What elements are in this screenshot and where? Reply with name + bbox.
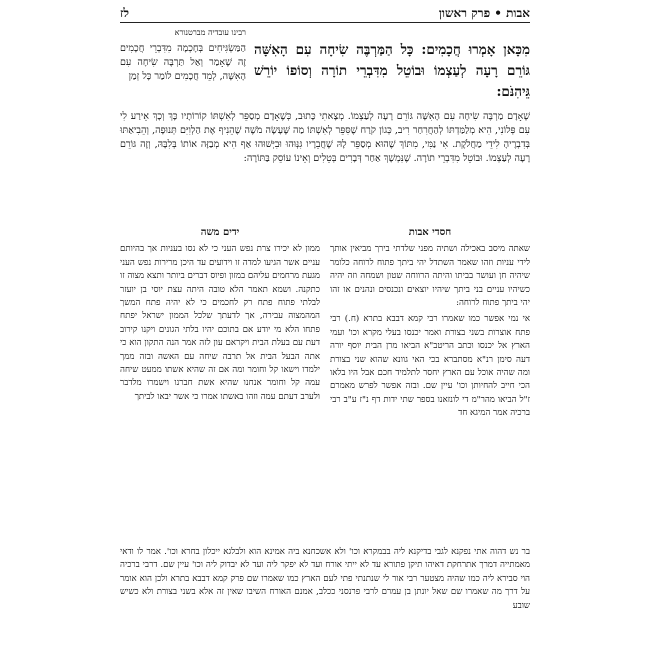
commentary-column-left: [120, 226, 320, 407]
running-title: אבות • פרק ראשון: [438, 6, 530, 20]
commentary-right-title: חסדי אבות: [408, 227, 452, 238]
bartenura-commentary: שֶׁאָדָם מַרְבֶּה שִׂיחָה עִם הָאִשָּׁה גּוֹרֵם רָעָה לְעַצְמוֹ. מְצָאתִי כָּתוּב, כְּשֶׁאָדָם מְסַפֵּר לְאִשְׁתּוֹ קוֹרוֹתָיו כָּךְ וְכָךְ אֵירַע לִי עִם פְּלוֹנִי, הִיא מְלַמַּדְתּוֹ לְהַחֲרִחַר רִיב, כְּגוֹן קֹרַח שֶׁסִּפֵּר לְאִשְׁתּוֹ מַה שֶּׁעָשָׂה מֹשֶׁה שֶׁהֵנִיף אֶת הַלְוִיִּם תְּנוּפָה, וְהֵבִיאַתּוּ בְּדִבְרֶיהָ לִידֵי מַחֲלֹקֶת. אִי נַמִּי, מִתּוֹךְ שֶׁהוּא מְסַפֵּר לָהּ שֶׁחֲבֵרָיו גִּנְּוּהוּ וּבִיְּשׁוּהוּ אַף הִיא מְבַזָּה אוֹתוֹ בְּלִבָּהּ, וְזֶה גּוֹרֵם רָעָה לְעַצְמוֹ. וּבוֹטֵל מִדִּבְרֵי תוֹרָה. שֶׁנִּמְשָׁךְ אַחַר דְּבָרִים בְּטֵלִים וְאֵינוֹ עוֹסֵק בַּתּוֹרָה:: [120, 111, 530, 164]
commentary-paragraph: אי נמי אפשר כמו שאמרו רבי קמא דבבא בתרא (ח.) רבי פתח אוצרות בשני בצורת ואמר יכנסו בעלי מקרא וכו' ועמי הארץ אל יכנסו וכתב הריטב"א הביאו מרן הבית יוסף יורה דעה סימן רנ"א מסתברא בכי האי גוונא שהוא שני בצורת ומה שהיה אוכל עם הארץ יחסר לתלמיד חכם אבל היו בלאו הכי חייב להחיותן וכו' עיין שם. ובזה אפשר לפרש מאמרם ז"ל הביאו מהר"מ די לונזאנו בספר שתי ידות דף נ"ז ע"ב רבי ברכיה אמר המיגא חד: [330, 314, 530, 419]
mishnah-text: מִכָּאן אָמְרוּ חֲכָמִים: כָּל הַמַּרְבֶּה שִׂיחָה עִם הָאִשָּׁה גּוֹרֵם רָעָה לְעַצְמוֹ וּבוֹטֵל מִדִּבְרֵי תוֹרָה וְסוֹפוֹ יוֹרֵשׁ גֵּיהִנֹּם:: [254, 42, 530, 100]
page-number: לז: [120, 6, 129, 20]
commentary-column-right: [330, 226, 530, 424]
commentary-left-body: [120, 243, 320, 404]
page-header: [120, 6, 530, 23]
side-commentary-title: רבינו עובדיה מברטנורא: [174, 28, 246, 37]
commentary-right-body: [330, 243, 530, 420]
commentary-paragraph: ממון לא יכירו צרת נפש העני כי לא נסו בעניות אך בהיותם עניים אשר הגיעו למדה זו וידועים עד היכן מרירות נפש העני מגעת מרחמים עליהם במזון ופיוס דברים ביותר ותצא מצוה זו כתקנה. ושמא תאמר הלא טובה היתה עצת יוסי בן יועזר לבלתי פתוח פתח רק לחכמים כי לא יהיה פתח המשך המהמצוה עבירה, אך לדעתך שלכל הממון ישראל יפתח פתחו הלא מי יודע אם בתוכם יהיו בלתי הגונים ויקנו קירוב דעת עם בעלת הבית ויקראם עון לזה אמר הנה התקון הוא כי אתה הבעל הבית אל תרבה שיחה עם האשה ובזה ממך ילמדו וישאו קל וחומר ומה אם זה שהיא אשתו ממעט שיחה עמה קל וחומר אנחנו שהיא אשת חברנו וישמרו מלדבר ולערב דעתם עמה וזהו באשתו אמרו כי אשר יבאו לביתך: [120, 244, 320, 402]
side-commentary-text: הַמַּשְׂגִּיחִים בְּחָכְמָה מִדִּבְרֵי חֲכָמִים זֶה שֶׁאָמַר וְאַל תַּרְבֶּה שִׂיחָה עִם הָאִשָּׁה, לְמֵד חֲכָמִים לוֹמַר כָּל זְמַן: [120, 43, 246, 82]
commentary-left-title: ידים משה: [200, 227, 240, 238]
commentary-paragraph: שאתה מיסב באכילה ושתיה מפני שלדתי בירך מביאין אותך לידי עניות וזהו שאמר השתדל יהי ביתך פתוח לרוחה כלומר שיהיה חן ועושר בביתו והיתה הרווחה שטון ושמחה וזה יהיה כשיהיו עניים בני ביתך שיהיו יוצאים ונכנסים ונהנים או זהו יהי ביתך פתוח לרוחה:: [330, 244, 530, 309]
bottom-commentary-text: בר נש דהוה אתי נפקנא לגבי בדיקנא ליה בבמקרא וכו' ולא אשכחנא ביה אמינא הוא ולבלגא ייכלון בחרא וכו'. אמר לו ודאי מאמתייה דמרך אתרחקת דאיהו תיקן פתורא עד לא ייתי אורח ועד לא יפקר ליה ועד לא יבדוק ליה וכו' עיין שם. דרבי ברכיה הוי סבירא ליה כמו שהיה מצטער רבי אור לי שנתנתי פתי לעם הארץ כמו שאמרו שם פרק קמא דבבא בתרא ולכן הוא אומר על דרך מה שאמרו שם שאל יונתן בן עמרם לרבי פרנסני ככלב, אמנם האורח השיבו שאין זה אלא בשני בצורת ולא כשיש שובע: [120, 547, 530, 611]
